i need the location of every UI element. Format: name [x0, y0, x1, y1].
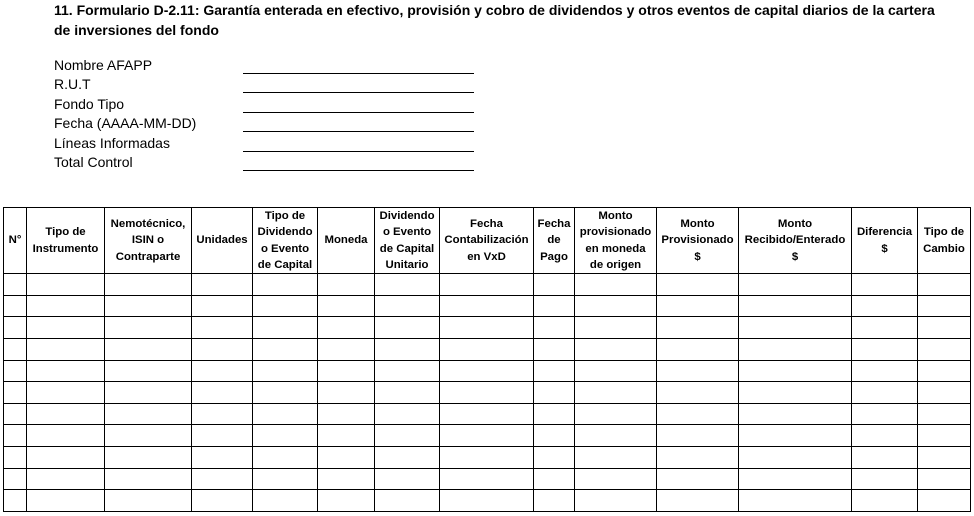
table-cell[interactable]: [852, 338, 918, 360]
table-cell[interactable]: [440, 425, 534, 447]
table-cell[interactable]: [375, 490, 440, 512]
col-header-monto-provisionado-origen: Monto provisionado en moneda de origen: [575, 208, 657, 274]
table-cell[interactable]: [852, 317, 918, 339]
table-cell[interactable]: [918, 338, 971, 360]
table-cell[interactable]: [27, 382, 105, 404]
table-cell[interactable]: [192, 360, 253, 382]
table-row: [4, 446, 971, 468]
table-cell[interactable]: [852, 360, 918, 382]
table-row: [4, 360, 971, 382]
table-cell[interactable]: [253, 382, 318, 404]
table-cell[interactable]: [192, 403, 253, 425]
table-cell[interactable]: [657, 490, 739, 512]
table-cell[interactable]: [657, 360, 739, 382]
table-cell[interactable]: [739, 468, 852, 490]
field-label-lineas-informadas: Líneas Informadas: [54, 135, 170, 151]
field-label-rut: R.U.T: [54, 76, 91, 92]
table-cell[interactable]: [739, 446, 852, 468]
table-cell[interactable]: [27, 446, 105, 468]
table-cell[interactable]: [4, 317, 27, 339]
table-cell[interactable]: [918, 274, 971, 296]
table-cell[interactable]: [192, 490, 253, 512]
field-line-fecha[interactable]: [243, 131, 474, 132]
table-cell[interactable]: [192, 338, 253, 360]
table-cell[interactable]: [440, 446, 534, 468]
table-cell[interactable]: [318, 338, 375, 360]
table-cell[interactable]: [192, 425, 253, 447]
table-cell[interactable]: [918, 382, 971, 404]
table-cell[interactable]: [318, 446, 375, 468]
table-cell[interactable]: [253, 338, 318, 360]
table-cell[interactable]: [318, 317, 375, 339]
table-cell[interactable]: [852, 403, 918, 425]
col-header-tipo-instrumento: Tipo de Instrumento: [27, 208, 105, 274]
table-cell[interactable]: [27, 338, 105, 360]
table-cell[interactable]: [657, 403, 739, 425]
table-cell[interactable]: [375, 403, 440, 425]
table-cell[interactable]: [27, 317, 105, 339]
table-cell[interactable]: [4, 425, 27, 447]
col-header-tipo-cambio: Tipo de Cambio: [918, 208, 971, 274]
table-cell[interactable]: [375, 425, 440, 447]
table-cell[interactable]: [253, 425, 318, 447]
table-row: [4, 274, 971, 296]
table-cell[interactable]: [575, 490, 657, 512]
table-cell[interactable]: [27, 360, 105, 382]
table-cell[interactable]: [575, 317, 657, 339]
table-cell[interactable]: [534, 274, 575, 296]
table-cell[interactable]: [27, 295, 105, 317]
table-cell[interactable]: [192, 468, 253, 490]
table-cell[interactable]: [657, 468, 739, 490]
table-cell[interactable]: [739, 295, 852, 317]
table-cell[interactable]: [534, 360, 575, 382]
table-cell[interactable]: [192, 274, 253, 296]
table-cell[interactable]: [4, 403, 27, 425]
table-cell[interactable]: [918, 468, 971, 490]
field-label-nombre-afapp: Nombre AFAPP: [54, 57, 153, 73]
field-line-fondo-tipo[interactable]: [243, 112, 474, 113]
table-cell[interactable]: [534, 446, 575, 468]
table-cell[interactable]: [534, 382, 575, 404]
table-cell[interactable]: [105, 468, 192, 490]
table-cell[interactable]: [918, 490, 971, 512]
col-header-diferencia: Diferencia $: [852, 208, 918, 274]
table-cell[interactable]: [27, 403, 105, 425]
table-cell[interactable]: [105, 274, 192, 296]
col-header-moneda: Moneda: [318, 208, 375, 274]
table-cell[interactable]: [852, 425, 918, 447]
field-label-fecha: Fecha (AAAA-MM-DD): [54, 115, 197, 131]
table-cell[interactable]: [27, 425, 105, 447]
table-cell[interactable]: [440, 403, 534, 425]
table-cell[interactable]: [657, 425, 739, 447]
table-cell[interactable]: [105, 317, 192, 339]
col-header-monto-recibido: Monto Recibido/Enterado $: [739, 208, 852, 274]
table-cell[interactable]: [4, 338, 27, 360]
field-line-lineas-informadas[interactable]: [243, 151, 474, 152]
table-cell[interactable]: [739, 274, 852, 296]
table-cell[interactable]: [852, 468, 918, 490]
table-cell[interactable]: [375, 317, 440, 339]
table-cell[interactable]: [318, 360, 375, 382]
table-cell[interactable]: [4, 382, 27, 404]
table-cell[interactable]: [575, 403, 657, 425]
table-cell[interactable]: [739, 490, 852, 512]
table-row: [4, 468, 971, 490]
table-cell[interactable]: [105, 360, 192, 382]
col-header-dividendo-unitario: Dividendo o Evento de Capital Unitario: [375, 208, 440, 274]
table-cell[interactable]: [4, 274, 27, 296]
table-cell[interactable]: [534, 317, 575, 339]
table-cell[interactable]: [27, 468, 105, 490]
table-cell[interactable]: [440, 360, 534, 382]
table-cell[interactable]: [739, 338, 852, 360]
col-header-tipo-dividendo: Tipo de Dividendo o Evento de Capital: [253, 208, 318, 274]
table-row: [4, 403, 971, 425]
table-cell[interactable]: [575, 274, 657, 296]
table-cell[interactable]: [253, 403, 318, 425]
col-header-nemotecnico: Nemotécnico, ISIN o Contraparte: [105, 208, 192, 274]
table-cell[interactable]: [318, 403, 375, 425]
table-cell[interactable]: [318, 274, 375, 296]
table-cell[interactable]: [575, 425, 657, 447]
table-cell[interactable]: [4, 446, 27, 468]
table-cell[interactable]: [105, 382, 192, 404]
table-cell[interactable]: [657, 295, 739, 317]
table-cell[interactable]: [739, 403, 852, 425]
table-cell[interactable]: [739, 317, 852, 339]
table-row: [4, 382, 971, 404]
table-cell[interactable]: [375, 446, 440, 468]
table-cell[interactable]: [253, 360, 318, 382]
table-cell[interactable]: [253, 274, 318, 296]
table-cell[interactable]: [657, 446, 739, 468]
table-cell[interactable]: [440, 468, 534, 490]
table-cell[interactable]: [440, 382, 534, 404]
field-line-total-control[interactable]: [243, 170, 474, 171]
table-cell[interactable]: [852, 295, 918, 317]
table-cell[interactable]: [4, 360, 27, 382]
table-cell[interactable]: [375, 468, 440, 490]
table-cell[interactable]: [852, 274, 918, 296]
table-cell[interactable]: [4, 468, 27, 490]
table-cell[interactable]: [253, 446, 318, 468]
table-cell[interactable]: [375, 274, 440, 296]
table-row: [4, 338, 971, 360]
table-cell[interactable]: [918, 295, 971, 317]
table-cell[interactable]: [852, 382, 918, 404]
field-line-rut[interactable]: [243, 92, 474, 93]
table-cell[interactable]: [440, 317, 534, 339]
table-cell[interactable]: [375, 295, 440, 317]
table-cell[interactable]: [375, 338, 440, 360]
table-cell[interactable]: [105, 425, 192, 447]
field-label-fondo-tipo: Fondo Tipo: [54, 96, 125, 112]
table-cell[interactable]: [918, 360, 971, 382]
col-header-monto-provisionado: Monto Provisionado $: [657, 208, 739, 274]
table-cell[interactable]: [318, 382, 375, 404]
table-cell[interactable]: [27, 490, 105, 512]
table-cell[interactable]: [440, 490, 534, 512]
table-cell[interactable]: [440, 338, 534, 360]
table-cell[interactable]: [253, 468, 318, 490]
table-cell[interactable]: [918, 317, 971, 339]
table-cell[interactable]: [918, 446, 971, 468]
table-body: [4, 274, 971, 512]
table-cell[interactable]: [534, 338, 575, 360]
table-cell[interactable]: [852, 490, 918, 512]
table-cell[interactable]: [739, 360, 852, 382]
table-cell[interactable]: [739, 382, 852, 404]
table-cell[interactable]: [534, 490, 575, 512]
table-cell[interactable]: [534, 425, 575, 447]
table-cell[interactable]: [575, 382, 657, 404]
table-cell[interactable]: [27, 274, 105, 296]
table-cell[interactable]: [192, 382, 253, 404]
table-row: [4, 295, 971, 317]
table-cell[interactable]: [657, 317, 739, 339]
table-cell[interactable]: [318, 295, 375, 317]
table-cell[interactable]: [575, 360, 657, 382]
table-cell[interactable]: [534, 468, 575, 490]
table-cell[interactable]: [575, 338, 657, 360]
table-cell[interactable]: [192, 446, 253, 468]
table-cell[interactable]: [105, 446, 192, 468]
table-row: [4, 425, 971, 447]
table-cell[interactable]: [105, 295, 192, 317]
col-header-fecha-pago: Fecha de Pago: [534, 208, 575, 274]
table-cell[interactable]: [575, 446, 657, 468]
table-cell[interactable]: [375, 360, 440, 382]
table-cell[interactable]: [4, 295, 27, 317]
table-cell[interactable]: [192, 295, 253, 317]
table-cell[interactable]: [318, 490, 375, 512]
table-cell[interactable]: [375, 382, 440, 404]
events-table: [3, 207, 971, 512]
table-cell[interactable]: [253, 295, 318, 317]
table-cell[interactable]: [575, 295, 657, 317]
table-cell[interactable]: [318, 468, 375, 490]
table-cell[interactable]: [4, 490, 27, 512]
col-header-numero: N°: [4, 208, 27, 274]
table-cell[interactable]: [657, 274, 739, 296]
table-cell[interactable]: [440, 274, 534, 296]
table-header-row: [4, 208, 971, 274]
table-row: [4, 490, 971, 512]
field-line-nombre-afapp[interactable]: [243, 73, 474, 74]
table-cell[interactable]: [657, 338, 739, 360]
table-cell[interactable]: [575, 468, 657, 490]
table-cell[interactable]: [534, 403, 575, 425]
table-cell[interactable]: [318, 425, 375, 447]
form-title: 11. Formulario D-2.11: Garantía enterada en efectivo, provisión y cobro de dividendos y otros eventos de capital diarios de la cartera de inversiones del fondo: [54, 2, 935, 38]
table-row: [4, 317, 971, 339]
table-cell[interactable]: [192, 317, 253, 339]
table-cell[interactable]: [534, 295, 575, 317]
table-cell[interactable]: [852, 446, 918, 468]
field-label-total-control: Total Control: [54, 154, 133, 170]
table-cell[interactable]: [918, 403, 971, 425]
col-header-fecha-contabilizacion: Fecha Contabilización en VxD: [440, 208, 534, 274]
col-header-unidades: Unidades: [192, 208, 253, 274]
table-cell[interactable]: [105, 490, 192, 512]
table-cell[interactable]: [657, 382, 739, 404]
table-cell[interactable]: [253, 490, 318, 512]
table-cell[interactable]: [440, 295, 534, 317]
table-cell[interactable]: [105, 338, 192, 360]
table-cell[interactable]: [105, 403, 192, 425]
table-cell[interactable]: [253, 317, 318, 339]
table-cell[interactable]: [739, 425, 852, 447]
table-cell[interactable]: [918, 425, 971, 447]
